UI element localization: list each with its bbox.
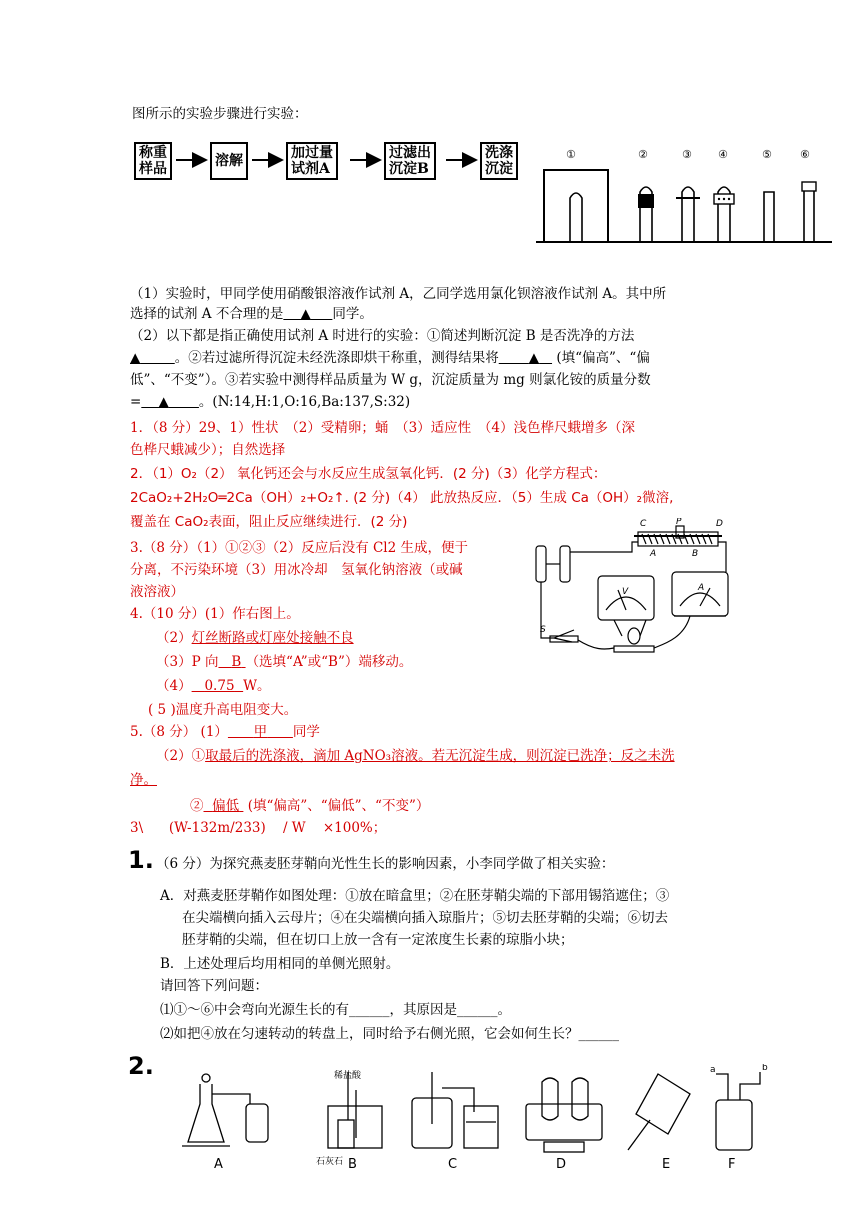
circuit-label-A: A [650, 549, 657, 559]
intro-text: 图所示的实验步骤进行实验： [132, 106, 308, 122]
coleoptile-figure [534, 140, 834, 250]
problem-1-number: 1. [128, 846, 154, 874]
apparatus-figure [180, 1064, 780, 1176]
q2-blank-3: ▲ [158, 394, 169, 410]
answer-5-2-text: 取最后的洗涤液，滴加 AgNO₃溶液。若无沉淀生成，则沉淀已洗净；反之未洗 [205, 748, 675, 764]
tube-label: ⑤ [762, 148, 772, 161]
answer-5-line5: 3\ (W-132m/233) / W ×100%； [130, 820, 387, 836]
tube-label: ③ [682, 148, 692, 161]
tube-label: ② [638, 148, 648, 161]
circuit-label-V: V [622, 587, 629, 597]
problem-1-line7: ⑴①～⑥中会弯向光源生长的有______，其原因是______。 [160, 1002, 511, 1018]
q1-line2 [130, 304, 373, 324]
answer-5-line2: （2）①取最后的洗涤液，滴加 AgNO₃溶液。若无沉淀生成，则沉淀已洗净；反之未洗 [156, 748, 675, 764]
q1-text: 选择的试剂 A 不合理的是 [130, 306, 284, 322]
q1-tail: 同学。 [332, 306, 373, 322]
answer-2-line2: 2CaO₂+2H₂O═2Ca（OH）₂+O₂↑. (2 分)（4） 此放热反应．（5）生成 Ca（OH）₂微溶, [130, 490, 674, 506]
answer-5-3-blank: 偏低 [212, 798, 240, 814]
flow-step-dissolve: 溶解 [210, 142, 248, 180]
q1-blank: ▲ [300, 306, 311, 322]
answer-1-line2: 色桦尺蛾减少）；自然选择 [130, 442, 286, 458]
flow-step-add-reagent: 加过量 试剂A [286, 142, 338, 180]
answer-5-line1: 5.（8 分） (1） 甲 同学 [130, 724, 320, 740]
tube-label: ④ [718, 148, 728, 161]
problem-1-line8: ⑵如把④放在匀速转动的转盘上，同时给予右侧光照，它会如何生长？______ [160, 1026, 619, 1042]
problem-1-line2: A．对燕麦胚芽鞘作如图处理：①放在暗盒里；②在胚芽鞘尖端的下部用锡箔遮住；③ [160, 888, 670, 904]
port-label-b: b [762, 1064, 768, 1073]
q2-line4: = ▲ 。(N:14,H:1,O:16,Ba:137,S:32) [130, 394, 411, 410]
circuit-label-B: B [692, 549, 699, 559]
answer-5-1-blank: 甲 [253, 724, 268, 740]
circuit-label-S: S [540, 625, 546, 635]
q1-line1: （1）实验时，甲同学使用硝酸银溶液作试剂 A，乙同学选用氯化钡溶液作试剂 A。其中所 [130, 286, 667, 302]
problem-1-line3: 在尖端横向插入云母片；④在尖端横向插入琼脂片；⑤切去胚芽鞘的尖端；⑥切去 [182, 910, 668, 926]
answer-4-line5: ( 5 )温度升高电阻变大。 [148, 702, 298, 718]
answer-5-2-tail: 净。 [130, 772, 157, 788]
apparatus-label-E: E [662, 1157, 671, 1172]
apparatus-label-A: A [214, 1157, 223, 1172]
answer-3-line1: 3.（8 分）（1）①②③（2）反应后没有 Cl2 生成，便于 [130, 540, 469, 556]
problem-1-line1: （6 分）为探究燕麦胚芽鞘向光性生长的影响因素，小李同学做了相关实验： [156, 856, 615, 872]
circuit-label-P: P [676, 518, 682, 527]
label-limestone: 石灰石 [316, 1157, 344, 1167]
label-dilute-hcl: 稀盐酸 [334, 1071, 362, 1081]
apparatus-label-C: C [448, 1157, 458, 1172]
circuit-diagram [514, 518, 744, 658]
answer-1-line1: 1．（8 分）29、1）性状 （2）受精卵；蛹 （3）适应性 （4）浅色桦尺蛾增多（深 [130, 420, 636, 436]
q2-blank-1: ▲ [130, 350, 141, 366]
circuit-label-C: C [640, 519, 647, 529]
q2-line2: ▲ 。②若过滤所得沉淀未经洗涤即烘干称重，测得结果将 ▲ (填“偏高”、“偏 [130, 350, 650, 366]
flow-arrows [0, 0, 540, 200]
q2-line3: 低”、“不变”）。③若实验中测得样品质量为 W g，沉淀质量为 mg 则氯化铵的质量分数 [130, 372, 651, 388]
flow-step-weigh: 称重 样品 [134, 142, 172, 180]
answer-4-line3: （3）P 向 B （选填“A”或“B”）端移动。 [156, 654, 413, 670]
answer-5-line3 [130, 770, 157, 790]
problem-2-number: 2. [128, 1052, 154, 1080]
answer-4-line1: 4.（10 分）(1）作右图上。 [130, 606, 300, 622]
answer-3-line2: 分离，不污染环境（3）用冰冷却 氢氧化钠溶液（或碱 [130, 562, 463, 578]
circuit-label-A2: A [698, 583, 705, 593]
answer-3-line3: 液溶液） [130, 584, 184, 600]
flow-step-wash: 洗涤 沉淀 [480, 142, 518, 180]
port-label-a: a [710, 1065, 716, 1075]
circuit-label-D: D [716, 519, 723, 529]
problem-1-line6: 请回答下列问题： [160, 978, 268, 994]
problem-1-line4: 胚芽鞘的尖端，但在切口上放一含有一定浓度生长素的琼脂小块； [182, 932, 574, 948]
answer-4-3-blank: B [231, 654, 242, 670]
apparatus-label-F: F [728, 1157, 736, 1172]
answer-4-line4: （4） 0.75 W。 [156, 678, 271, 694]
answer-5-line4: ② 偏低 (填“偏高”、“偏低”、“不变”） [190, 798, 430, 814]
apparatus-label-B: B [348, 1157, 357, 1172]
tube-label: ⑥ [800, 148, 810, 161]
q2-blank-2: ▲ [528, 350, 540, 366]
flow-step-filter: 过滤出 沉淀B [384, 142, 436, 180]
answer-2-line1: 2．（1）O₂（2） 氧化钙还会与水反应生成氢氧化钙．(2 分)（3）化学方程式： [130, 466, 607, 482]
answer-4-2-text: 灯丝断路或灯座处接触不良 [191, 630, 354, 646]
answer-2-line3: 覆盖在 CaO₂表面，阻止反应继续进行．(2 分) [130, 514, 408, 530]
q2-line1: （2）以下都是指正确使用试剂 A 时进行的实验：①简述判断沉淀 B 是否洗净的方法 [130, 328, 635, 344]
answer-4-4-blank: 0.75 [204, 678, 235, 694]
tube-label: ① [566, 148, 576, 161]
apparatus-label-D: D [556, 1157, 567, 1172]
answer-4-line2: （2）灯丝断路或灯座处接触不良 [156, 630, 354, 646]
problem-1-line5: B．上述处理后均用相同的单侧光照射。 [160, 956, 400, 972]
